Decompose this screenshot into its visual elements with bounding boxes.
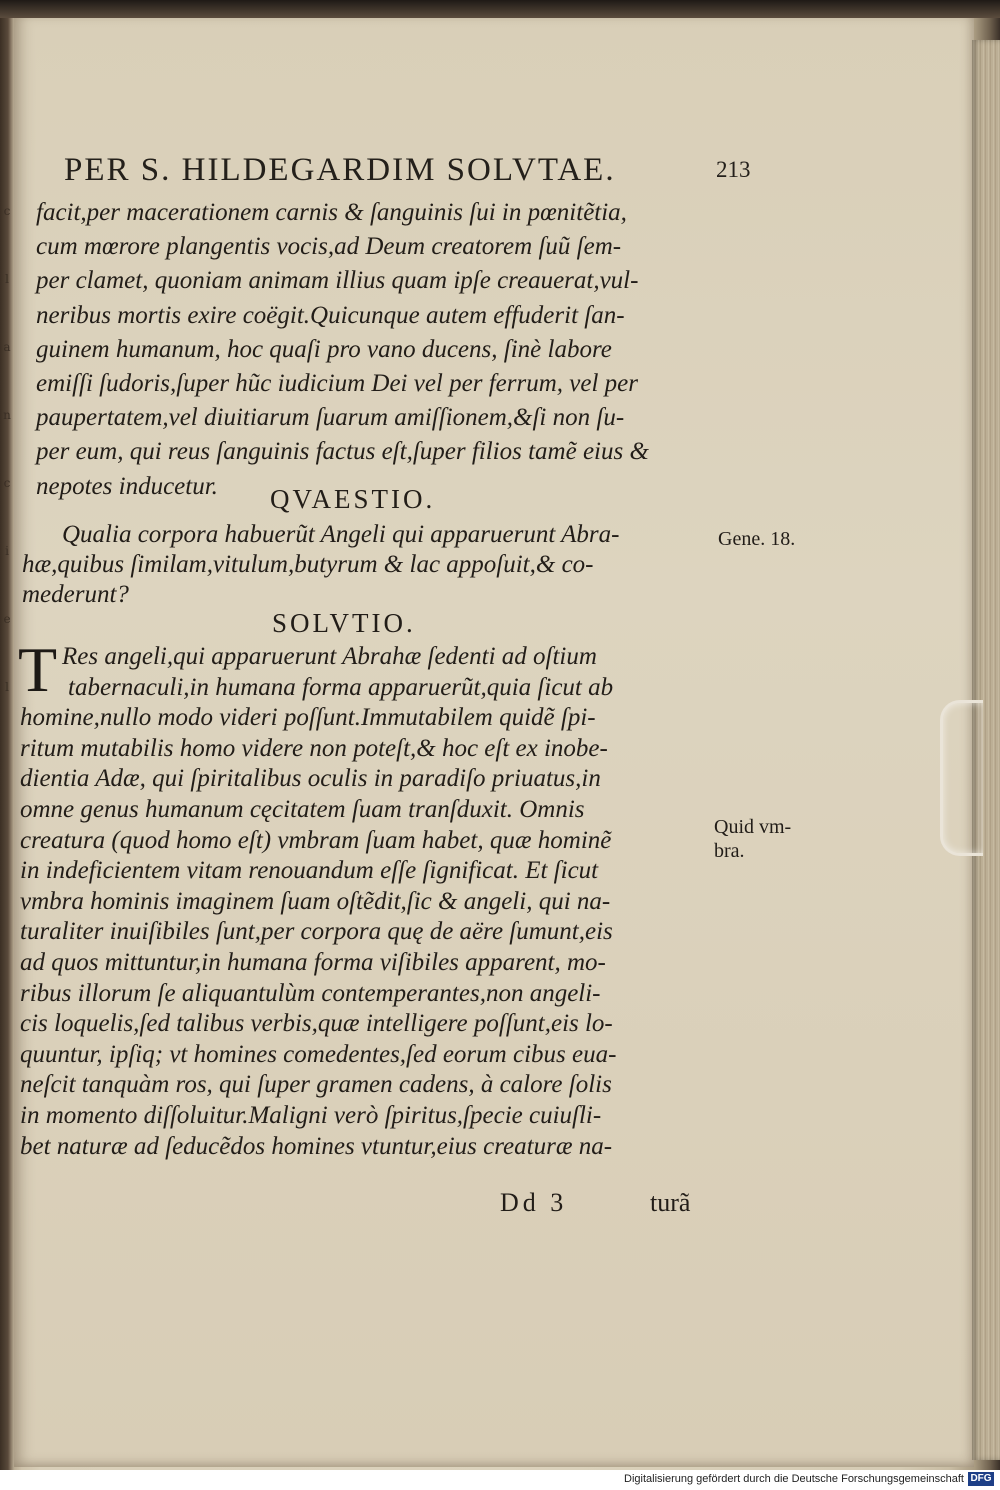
- running-title: PER S. HILDEGARDIM SOLVTAE.: [64, 152, 616, 188]
- signature-mark: Dd 3: [500, 1188, 568, 1217]
- left-edge-mark: l: [5, 272, 9, 286]
- dfg-logo-icon: DFG: [968, 1472, 994, 1486]
- solutio-line: ad quos mittuntur,in humana forma viſibiles apparent, mo-: [20, 949, 606, 976]
- drop-initial: T: [18, 634, 58, 705]
- left-edge-mark: e: [3, 612, 11, 626]
- solutio-line: ribus illorum ſe aliquantulùm contemperantes,non angeli-: [20, 979, 601, 1007]
- solutio-line: vmbra hominis imaginem ſuam oſtẽdit,ſic & angeli, qui na-: [20, 887, 611, 915]
- margin-note-quid-1: Quid vm-: [714, 816, 792, 838]
- margin-note-quid-2: bra.: [714, 840, 745, 862]
- paragraph-1-line: emiſſi ſudoris,ſuper hũc iudicium Dei vel per ferrum, vel per: [36, 370, 638, 397]
- paragraph-1-line: cum mœrore plangentis vocis,ad Deum creatorem ſuũ ſem-: [36, 233, 622, 261]
- paragraph-1-line: per eum, qui reus ſanguinis factus eſt,ſuper filios tamẽ eius &: [36, 438, 649, 466]
- solutio-heading: SOLVTIO.: [272, 608, 416, 638]
- catchword: turã: [650, 1188, 691, 1217]
- left-edge-mark: a: [3, 340, 11, 354]
- folio-number: 213: [716, 157, 751, 182]
- solutio-line: ritum mutabilis homo videre non poteſt,& hoc eſt ex inobe-: [20, 734, 608, 762]
- paragraph-1-line: paupertatem,vel diuitiarum ſuarum amiſſionem,&ſi non ſu-: [36, 404, 625, 432]
- quaestio-line: mederunt?: [22, 581, 129, 608]
- solutio-line: in momento diſſoluitur.Maligni verò ſpiritus,ſpecie cuiuſli-: [20, 1102, 602, 1129]
- paragraph-1-line: facit,per macerationem carnis & ſanguinis ſui in pœnitẽtia,: [36, 199, 627, 226]
- left-edge-mark: c: [3, 476, 11, 490]
- solutio-line: quuntur, ipſiq; vt homines comedentes,ſed eorum cibus eua-: [20, 1040, 617, 1068]
- footer-credit: Digitalisierung gefördert durch die Deutsche Forschungsgemeinschaft: [624, 1473, 964, 1485]
- solutio-line: cis loquelis,ſed talibus verbis,quæ intelligere poſſunt,eis lo-: [20, 1010, 613, 1038]
- left-edge-mark: n: [3, 408, 11, 422]
- solutio-line: homine,nullo modo videri poſſunt.Immutabilem quidẽ ſpi-: [20, 704, 596, 732]
- solutio-line: turaliter inuiſibiles ſunt,per corpora quę de aëre ſumunt,eis: [20, 918, 613, 946]
- solutio-line: neſcit tanquàm ros, qui ſuper gramen cadens, à calore ſolis: [20, 1071, 612, 1099]
- paragraph-1-line: neribus mortis exire coëgit.Quicunque autem effuderit ſan-: [36, 301, 625, 329]
- paragraph-1-line: nepotes inducetur.: [36, 472, 218, 500]
- solutio-line: tabernaculi,in humana forma apparuerũt,quia ſicut ab: [68, 673, 614, 701]
- left-edge-mark: l: [5, 680, 9, 694]
- solutio-line: dientia Adæ, qui ſpiritalibus oculis in paradiſo priuatus,in: [20, 765, 601, 793]
- solutio-line: Res angeli,qui apparuerunt Abrahæ ſedenti ad oſtium: [62, 643, 597, 670]
- quaestio-line: Qualia corpora habuerũt Angeli qui apparuerunt Abra-: [62, 521, 620, 548]
- quaestio-line: hæ,quibus ſimilam,vitulum,butyrum & lac appoſuit,& co-: [22, 551, 594, 578]
- left-edge-mark: i: [5, 544, 9, 558]
- solutio-line: in indeficientem vitam renouandum eſſe ſignificat. Et ſicut: [20, 857, 599, 885]
- quaestio-heading: QVAESTIO.: [270, 484, 436, 514]
- solutio-line: bet naturæ ad ſeducẽdos homines vtuntur,eius creaturæ na-: [20, 1132, 613, 1160]
- left-edge-mark: c: [3, 204, 11, 218]
- paragraph-1-line: per clamet, quoniam animam illius quam ipſe creauerat,vul-: [36, 267, 639, 295]
- solutio-line: omne genus humanum cęcitatem ſuam tranſduxit. Omnis: [20, 796, 585, 823]
- margin-note-gene: Gene. 18.: [718, 528, 796, 550]
- top-shadow: [0, 0, 1000, 18]
- page-clip: [940, 700, 983, 856]
- paragraph-1-line: guinem humanum, hoc quaſi pro vano ducens, ſinè labore: [36, 335, 612, 363]
- solutio-line: creatura (quod homo eſt) vmbram ſuam habet, quæ hominẽ: [20, 826, 612, 854]
